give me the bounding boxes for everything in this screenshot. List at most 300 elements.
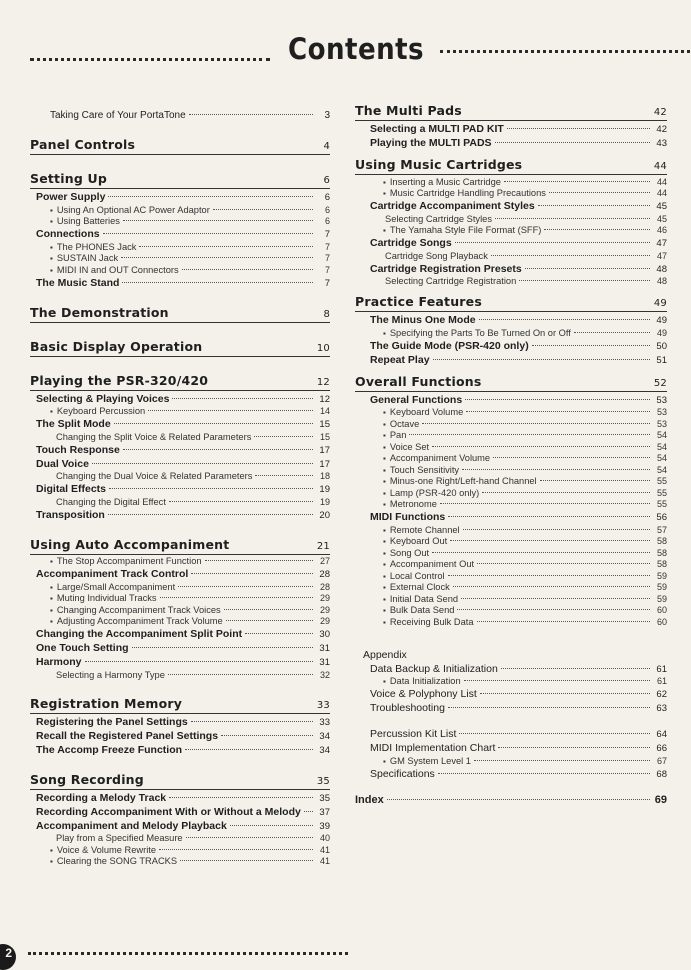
dot-leader [501, 668, 650, 669]
toc-entry[interactable] [355, 200, 667, 212]
entry-page: 7 [324, 229, 330, 240]
entry-page: 55 [656, 476, 667, 486]
entry-page: 6 [323, 175, 330, 186]
entry-label: Recording a Melody Track [36, 791, 167, 804]
dot-leader [464, 680, 650, 681]
entry-label: Selecting Cartridge Registration [385, 276, 517, 286]
entry-label: Recording Accompaniment With or Without a Melody [36, 805, 301, 818]
entry-label: Recall the Registered Panel Settings [36, 729, 219, 742]
dot-leader [448, 707, 650, 708]
toc-entry[interactable] [355, 582, 667, 592]
toc-entry[interactable] [355, 617, 667, 627]
entry-page: 45 [656, 201, 667, 212]
dot-leader [525, 268, 650, 269]
toc-entry[interactable] [355, 340, 667, 352]
entry-page: 51 [656, 354, 667, 366]
toc-entry[interactable] [355, 676, 667, 686]
entry-page: 61 [656, 663, 667, 675]
entry-page: 34 [319, 744, 330, 756]
entry-label: Changing the Split Voice & Related Parameters [56, 431, 252, 442]
dot-leader [504, 181, 650, 182]
entry-label: External Clock [389, 582, 450, 592]
bullet-icon: ▪ [383, 756, 386, 766]
entry-page: 58 [656, 547, 667, 558]
entry-page: 33 [316, 699, 330, 711]
entry-page: 19 [319, 484, 330, 495]
dot-leader [123, 449, 313, 450]
entry-label: Bulk Data Send [389, 605, 455, 615]
toc-entry[interactable] [30, 216, 330, 226]
entry-label: Accompaniment Volume [389, 453, 491, 463]
bullet-icon: ▪ [383, 419, 386, 429]
dot-leader [532, 345, 650, 346]
dot-leader [480, 693, 650, 694]
toc-entry[interactable] [355, 476, 667, 486]
appendix-title: Appendix [363, 648, 407, 661]
toc-entry[interactable] [30, 792, 330, 804]
entry-page: 54 [656, 441, 667, 452]
bullet-icon: ▪ [383, 560, 386, 569]
toc-entry[interactable] [30, 483, 330, 495]
bullet-icon: ▪ [50, 605, 53, 615]
right-column [355, 95, 667, 806]
entry-page: 47 [656, 250, 667, 261]
toc-entry[interactable] [355, 499, 667, 509]
dot-leader [538, 205, 650, 206]
toc-entry[interactable] [355, 442, 667, 452]
entry-page: 29 [319, 604, 330, 615]
toc-entry[interactable] [355, 394, 667, 406]
entry-page: 58 [656, 559, 667, 569]
entry-label: Repeat Play [370, 353, 430, 366]
dot-leader [540, 480, 650, 481]
toc-entry[interactable] [30, 806, 330, 818]
bullet-icon: ▪ [383, 442, 386, 452]
dot-leader [463, 529, 650, 530]
entry-page: 28 [319, 569, 330, 580]
toc-entry[interactable] [30, 605, 330, 615]
toc-entry[interactable] [30, 497, 330, 507]
entry-label: Large/Small Accompaniment [56, 581, 176, 592]
entry-page: 66 [656, 743, 667, 754]
entry-label: Metronome [389, 499, 437, 509]
bullet-icon: ▪ [50, 845, 53, 855]
section-heading[interactable] [355, 157, 667, 175]
dot-leader [574, 332, 650, 333]
entry-page: 20 [319, 509, 330, 521]
entry-label: Using Batteries [56, 216, 120, 226]
dot-leader [169, 501, 313, 502]
dot-leader [432, 446, 650, 447]
entry-page: 41 [319, 844, 330, 855]
section-heading[interactable] [30, 537, 330, 555]
toc-entry[interactable] [30, 628, 330, 640]
page-number: 2 [5, 946, 12, 960]
bullet-icon: ▪ [383, 617, 386, 627]
entry-label: Local Control [389, 570, 445, 581]
page-number-badge [0, 944, 16, 970]
entry-label: The PHONES Jack [56, 241, 137, 252]
bottom-dots [28, 952, 348, 955]
entry-label: Playing the PSR-320/420 [30, 372, 209, 388]
entry-label: Digital Effects [36, 483, 107, 495]
dot-leader [448, 575, 650, 576]
dot-leader [132, 647, 313, 648]
entry-page: 15 [319, 431, 330, 442]
dot-leader [304, 811, 313, 812]
entry-label: Keyboard Percussion [56, 406, 146, 416]
bullet-icon: ▪ [50, 582, 53, 592]
toc-entry[interactable] [355, 742, 667, 754]
toc-entry[interactable] [355, 548, 667, 558]
toc-entry[interactable] [30, 242, 330, 252]
entry-page: 4 [323, 141, 330, 152]
dot-leader [491, 255, 650, 256]
toc-entry[interactable] [355, 536, 667, 546]
toc-entry[interactable] [355, 407, 667, 417]
toc-entry[interactable] [355, 688, 667, 700]
entry-label: Basic Display Operation [30, 338, 203, 354]
entry-label: Changing the Accompaniment Split Point [36, 628, 243, 640]
entry-label: Selecting Cartridge Styles [385, 213, 492, 224]
entry-page: 62 [656, 689, 667, 700]
entry-page: 50 [656, 340, 667, 352]
toc-entry[interactable] [30, 228, 330, 240]
toc-entry[interactable] [30, 205, 330, 215]
toc-entry[interactable] [355, 123, 667, 135]
entry-page: 56 [656, 512, 667, 523]
dot-leader [178, 586, 313, 587]
entry-label: Taking Care of Your PortaTone [50, 110, 186, 121]
dot-leader [226, 620, 313, 621]
toc-entry[interactable] [30, 716, 330, 728]
entry-page: 17 [319, 458, 330, 470]
dot-leader [465, 399, 650, 400]
toc-entry[interactable] [355, 354, 667, 366]
toc-entry[interactable] [355, 188, 667, 198]
toc-entry[interactable] [355, 605, 667, 615]
toc-entry[interactable] [30, 744, 330, 756]
dot-leader [433, 359, 650, 360]
toc-entry[interactable] [30, 277, 330, 289]
toc-entry[interactable] [30, 845, 330, 855]
entry-page: 27 [319, 556, 330, 566]
toc-entry[interactable] [355, 525, 667, 535]
toc-entry[interactable] [355, 177, 667, 187]
entry-label: Accompaniment Track Control [36, 568, 189, 580]
entry-page: 45 [656, 213, 667, 224]
toc-entry[interactable] [355, 314, 667, 326]
toc-entry[interactable] [355, 419, 667, 429]
entry-page: 33 [319, 716, 330, 728]
entry-label: The Split Mode [36, 418, 111, 430]
entry-page: 48 [656, 276, 667, 286]
bullet-icon: ▪ [50, 242, 53, 252]
dot-leader [172, 398, 313, 399]
toc-entry[interactable] [355, 237, 667, 249]
toc-entry[interactable] [355, 263, 667, 275]
toc-entry[interactable] [30, 820, 330, 832]
toc-entry[interactable] [30, 582, 330, 592]
bullet-icon: ▪ [383, 465, 386, 475]
entry-label: Changing the Digital Effect [56, 496, 166, 507]
bullet-icon: ▪ [383, 226, 386, 235]
dot-leader [213, 209, 313, 210]
dot-leader [114, 423, 313, 424]
entry-page: 58 [656, 536, 667, 546]
section-heading[interactable] [30, 696, 330, 714]
toc-entry[interactable] [355, 251, 667, 261]
toc-entry[interactable] [30, 471, 330, 481]
section-heading[interactable] [355, 294, 667, 312]
toc-entry[interactable] [30, 593, 330, 603]
entry-label: Cartridge Registration Presets [370, 262, 522, 275]
entry-page: 57 [656, 524, 667, 535]
section-heading[interactable] [30, 137, 330, 155]
entry-page: 42 [656, 124, 667, 135]
entry-label: Octave [389, 418, 420, 429]
bullet-icon: ▪ [383, 525, 386, 535]
entry-page: 6 [324, 204, 330, 215]
bullet-icon: ▪ [383, 677, 386, 686]
entry-page: 12 [316, 376, 330, 388]
dot-leader [85, 661, 313, 662]
toc-entry[interactable] [355, 756, 667, 766]
toc-entry[interactable] [30, 406, 330, 416]
dot-leader [224, 609, 313, 610]
entry-label: Using An Optional AC Power Adaptor [56, 204, 210, 215]
entry-label: Power Supply [36, 191, 106, 203]
entry-label: Setting Up [30, 171, 108, 186]
dot-leader [159, 849, 313, 850]
entry-label: Minus-one Right/Left-hand Channel [389, 476, 537, 486]
entry-label: Cartridge Accompaniment Styles [370, 200, 535, 212]
toc-entry[interactable] [30, 568, 330, 580]
bullet-icon: ▪ [50, 217, 53, 226]
entry-label: Changing Accompaniment Track Voices [56, 604, 221, 615]
toc-entry[interactable] [30, 616, 330, 626]
toc-entry[interactable] [30, 393, 330, 405]
toc-entry[interactable] [355, 225, 667, 235]
toc-entry[interactable] [355, 214, 667, 224]
dot-leader [160, 597, 313, 598]
dot-leader [122, 282, 313, 283]
page-title: Contents [288, 32, 425, 66]
toc-entry[interactable] [355, 276, 667, 286]
toc-entry[interactable] [30, 509, 330, 521]
entry-label: MIDI Functions [370, 511, 446, 523]
bullet-icon: ▪ [50, 594, 53, 603]
bullet-icon: ▪ [50, 857, 53, 866]
toc-entry[interactable] [355, 465, 667, 475]
toc-entry[interactable] [30, 642, 330, 654]
entry-page: 68 [656, 768, 667, 780]
dot-leader [189, 114, 313, 115]
dot-leader [493, 457, 650, 458]
section-heading[interactable] [30, 339, 330, 357]
toc-entry[interactable] [355, 511, 667, 523]
toc-entry[interactable] [355, 663, 667, 675]
entry-page: 31 [319, 643, 330, 654]
entry-label: The Minus One Mode [370, 314, 476, 326]
entry-page: 34 [319, 730, 330, 742]
bullet-icon: ▪ [383, 500, 386, 509]
entry-label: Clearing the SONG TRACKS [56, 856, 178, 866]
entry-label: Cartridge Songs [370, 237, 452, 249]
title-dots-left [30, 58, 270, 61]
toc-entry[interactable] [30, 856, 330, 866]
toc-entry[interactable] [30, 833, 330, 843]
bullet-icon: ▪ [383, 408, 386, 417]
entry-label: GM System Level 1 [389, 755, 471, 766]
entry-page: 67 [656, 755, 667, 766]
entry-page: 43 [656, 138, 667, 149]
toc-entry[interactable] [355, 430, 667, 440]
entry-page: 8 [323, 308, 330, 320]
dot-leader [92, 463, 313, 464]
toc-entry[interactable] [355, 768, 667, 780]
dot-leader [103, 233, 313, 234]
entry-label: General Functions [370, 393, 463, 406]
index-entry[interactable] [355, 794, 667, 806]
section-heading[interactable] [30, 373, 330, 391]
bullet-icon: ▪ [383, 477, 386, 486]
entry-label: Inserting a Music Cartridge [389, 176, 501, 187]
left-column [30, 98, 330, 866]
toc-entry[interactable] [30, 656, 330, 668]
dot-leader [519, 280, 650, 281]
dot-leader [108, 196, 313, 197]
entry-label: Panel Controls [30, 137, 136, 152]
entry-page: 35 [316, 775, 330, 787]
dot-leader [191, 721, 313, 722]
entry-page: 60 [656, 605, 667, 615]
entry-page: 54 [656, 453, 667, 463]
toc-entry-top[interactable] [30, 110, 330, 121]
dot-leader [544, 229, 650, 230]
toc-entry[interactable] [355, 137, 667, 149]
entry-label: Percussion Kit List [370, 728, 457, 740]
bullet-icon: ▪ [50, 254, 53, 263]
toc-entry[interactable] [355, 594, 667, 604]
entry-page: 40 [319, 833, 330, 843]
appendix-block [355, 649, 667, 780]
toc-entry[interactable] [355, 571, 667, 581]
toc-entry[interactable] [30, 556, 330, 566]
dot-leader [495, 142, 650, 143]
bullet-icon: ▪ [383, 594, 386, 604]
toc-entry[interactable] [30, 418, 330, 430]
toc-entry[interactable] [355, 702, 667, 714]
entry-label: Lamp (PSR-420 only) [389, 487, 480, 498]
bullet-icon: ▪ [383, 571, 386, 581]
dot-leader [182, 269, 313, 270]
section-heading[interactable] [30, 305, 330, 323]
entry-label: Specifying the Parts To Be Turned On or Off [389, 327, 571, 338]
entry-label: Practice Features [355, 294, 482, 309]
entry-page: 21 [316, 540, 330, 552]
toc-entry[interactable] [30, 191, 330, 203]
dot-leader [185, 749, 313, 750]
dot-leader [495, 218, 650, 219]
dot-leader [186, 837, 313, 838]
dot-leader [462, 469, 650, 470]
dot-leader [498, 747, 650, 748]
dot-leader [450, 540, 650, 541]
entry-label: Adjusting Accompaniment Track Volume [56, 616, 223, 626]
section-heading[interactable] [355, 374, 667, 392]
toc-entry[interactable] [30, 253, 330, 263]
bullet-icon: ▪ [383, 189, 386, 198]
entry-page: 14 [319, 406, 330, 416]
section-heading[interactable] [30, 171, 330, 189]
toc-entry[interactable] [355, 328, 667, 338]
entry-page: 49 [653, 298, 667, 309]
entry-page: 31 [319, 657, 330, 668]
bullet-icon: ▪ [383, 328, 386, 338]
entry-label: Connections [36, 228, 100, 240]
dot-leader [409, 434, 650, 435]
bullet-icon: ▪ [50, 407, 53, 416]
entry-label: Harmony [36, 656, 82, 668]
dot-leader [139, 246, 313, 247]
entry-label: The Music Stand [36, 276, 120, 289]
toc-entry[interactable] [355, 728, 667, 740]
section-heading[interactable] [355, 103, 667, 121]
toc-entry[interactable] [355, 488, 667, 498]
entry-label: Index [355, 793, 384, 806]
entry-page: 7 [324, 277, 330, 289]
dot-leader [254, 436, 313, 437]
section-heading[interactable] [30, 772, 330, 790]
entry-page: 52 [653, 377, 667, 389]
dot-leader [477, 621, 650, 622]
entry-label: Muting Individual Tracks [56, 593, 157, 603]
dot-leader [255, 475, 313, 476]
entry-label: The Demonstration [30, 304, 169, 320]
toc-entry[interactable] [30, 265, 330, 275]
toc-entry[interactable] [30, 670, 330, 680]
entry-label: Song Recording [30, 771, 144, 787]
toc-entry[interactable] [30, 458, 330, 470]
entry-label: Touch Response [36, 443, 120, 456]
entry-label: Remote Channel [389, 524, 460, 535]
entry-label: Music Cartridge Handling Precautions [389, 188, 546, 198]
entry-label: Pan [389, 430, 407, 440]
entry-label: The Stop Accompaniment Function [56, 556, 202, 566]
dot-leader [459, 733, 650, 734]
dot-leader [123, 220, 313, 221]
entry-label: Receiving Bulk Data [389, 616, 474, 627]
bullet-icon: ▪ [50, 617, 53, 626]
dot-leader [191, 573, 313, 574]
entry-label: Troubleshooting [370, 702, 445, 714]
toc-entry[interactable] [30, 444, 330, 456]
dot-leader [422, 423, 650, 424]
toc-entry[interactable] [355, 453, 667, 463]
bullet-icon: ▪ [383, 537, 386, 546]
toc-entry[interactable] [355, 559, 667, 569]
toc-entry[interactable] [30, 432, 330, 442]
bullet-icon: ▪ [383, 177, 386, 187]
dot-leader [448, 516, 650, 517]
entry-page: 53 [656, 394, 667, 406]
toc-entry[interactable] [30, 730, 330, 742]
entry-page: 69 [654, 793, 667, 806]
entry-page: 46 [656, 225, 667, 235]
entry-page: 61 [656, 676, 667, 686]
entry-page: 18 [319, 471, 330, 481]
